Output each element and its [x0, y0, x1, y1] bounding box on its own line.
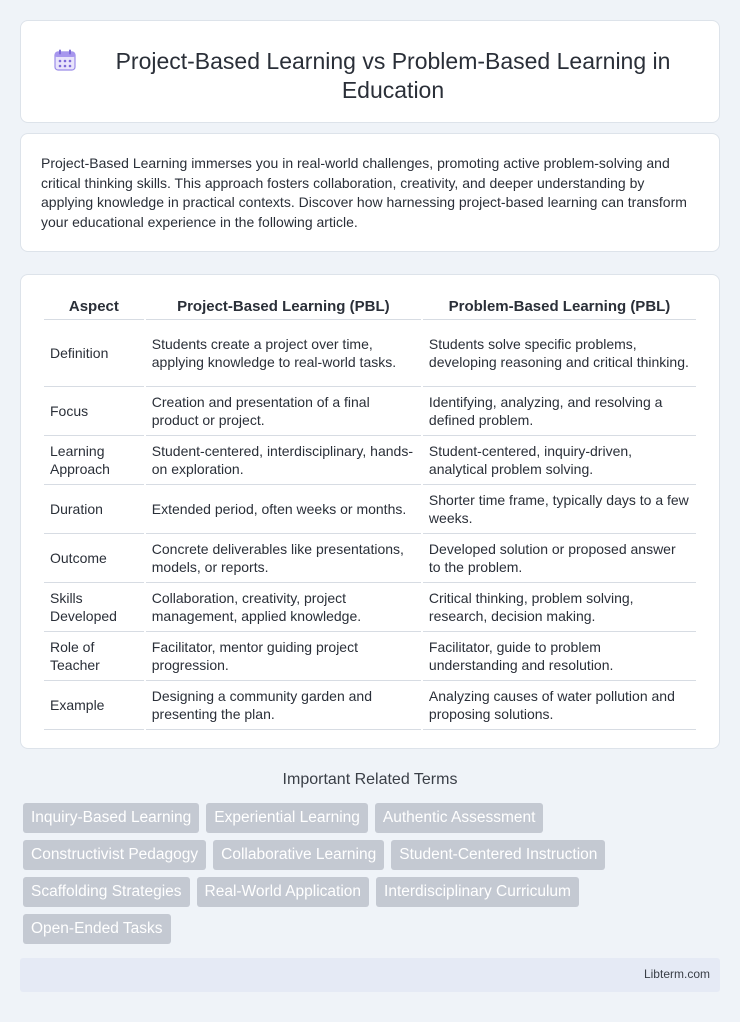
- table-row: [44, 320, 696, 387]
- problem-based-cell: Identifying, analyzing, and resolving a defined problem.: [423, 387, 696, 436]
- problem-based-cell: Developed solution or proposed answer to the problem.: [423, 534, 696, 583]
- related-term-tag[interactable]: Open-Ended Tasks: [23, 914, 171, 944]
- row-aspect-cell: Duration: [44, 485, 144, 534]
- project-based-cell: Designing a community garden and presenting the plan.: [146, 681, 421, 730]
- project-based-cell: Concrete deliverables like presentations, models, or reports.: [146, 534, 421, 583]
- related-term-tag[interactable]: Experiential Learning: [206, 803, 368, 833]
- related-terms-list: [23, 803, 633, 944]
- column-header-aspect: Aspect: [44, 295, 144, 320]
- row-aspect-cell: Role of Teacher: [44, 632, 144, 681]
- column-header-problem-based: Problem-Based Learning (PBL): [423, 295, 696, 320]
- project-based-cell: Creation and presentation of a final product or project.: [146, 387, 421, 436]
- related-terms-heading: Important Related Terms: [282, 771, 458, 788]
- problem-based-cell: Shorter time frame, typically days to a few weeks.: [423, 485, 696, 534]
- row-aspect-cell: Skills Developed: [44, 583, 144, 632]
- comparison-table: [42, 295, 698, 730]
- related-term-tag[interactable]: Interdisciplinary Curriculum: [376, 877, 579, 907]
- related-term-tag[interactable]: Student-Centered Instruction: [391, 840, 605, 870]
- column-header-project-based: Project-Based Learning (PBL): [146, 295, 421, 320]
- row-aspect-cell: Focus: [44, 387, 144, 436]
- project-based-cell: Students create a project over time, applying knowledge to real-world tasks.: [146, 320, 421, 387]
- table-row: [44, 485, 696, 534]
- related-term-tag[interactable]: Authentic Assessment: [375, 803, 544, 833]
- project-based-cell: Facilitator, mentor guiding project progression.: [146, 632, 421, 681]
- problem-based-cell: Facilitator, guide to problem understanding and resolution.: [423, 632, 696, 681]
- table-row: [44, 583, 696, 632]
- problem-based-cell: Student-centered, inquiry-driven, analytical problem solving.: [423, 436, 696, 485]
- table-header-row: [44, 295, 696, 320]
- footer-site-link[interactable]: Libterm.com: [643, 967, 710, 981]
- table-row: [44, 387, 696, 436]
- row-aspect-cell: Outcome: [44, 534, 144, 583]
- project-based-cell: Extended period, often weeks or months.: [146, 485, 421, 534]
- related-term-tag[interactable]: Inquiry-Based Learning: [23, 803, 199, 833]
- calendar-icon: [52, 47, 78, 73]
- related-term-tag[interactable]: Constructivist Pedagogy: [23, 840, 206, 870]
- intro-card: [20, 133, 720, 252]
- project-based-cell: Student-centered, interdisciplinary, hands-on exploration.: [146, 436, 421, 485]
- row-aspect-cell: Example: [44, 681, 144, 730]
- table-row: [44, 632, 696, 681]
- comparison-card: [20, 274, 720, 749]
- related-term-tag[interactable]: Collaborative Learning: [213, 840, 384, 870]
- related-term-tag[interactable]: Real-World Application: [197, 877, 370, 907]
- footer: [20, 958, 720, 992]
- table-row: [44, 436, 696, 485]
- related-term-tag[interactable]: Scaffolding Strategies: [23, 877, 190, 907]
- problem-based-cell: Critical thinking, problem solving, research, decision making.: [423, 583, 696, 632]
- intro-paragraph: Project-Based Learning immerses you in real-world challenges, promoting active problem-solving and critical thinking skills. This approach fosters collaboration, creativity, and deeper understanding by applying knowledge in practical contexts. Discover how harnessing project-based learning can transform your educational experience in the following article.: [41, 155, 687, 230]
- row-aspect-cell: Definition: [44, 320, 144, 387]
- problem-based-cell: Students solve specific problems, developing reasoning and critical thinking.: [423, 320, 696, 387]
- header-card: [20, 20, 720, 123]
- problem-based-cell: Analyzing causes of water pollution and proposing solutions.: [423, 681, 696, 730]
- row-aspect-cell: Learning Approach: [44, 436, 144, 485]
- page-title: Project-Based Learning vs Problem-Based Learning in Education: [115, 48, 671, 103]
- table-row: [44, 534, 696, 583]
- table-row: [44, 681, 696, 730]
- project-based-cell: Collaboration, creativity, project management, applied knowledge.: [146, 583, 421, 632]
